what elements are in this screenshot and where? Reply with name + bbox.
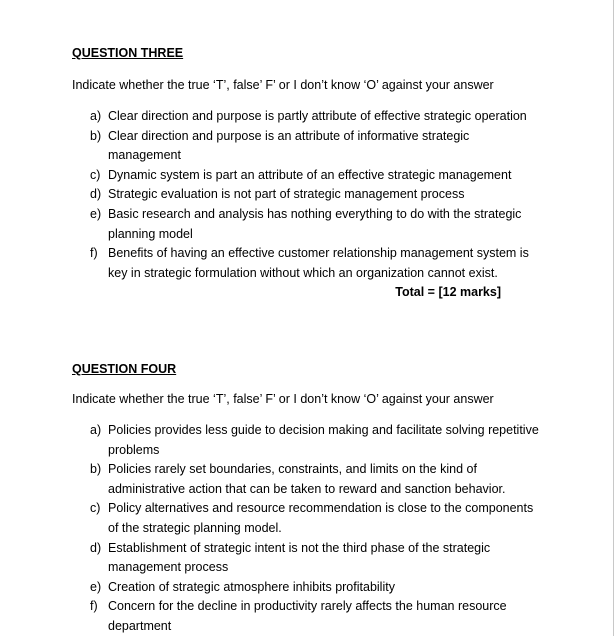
item-text: Policies rarely set boundaries, constraints, and limits on the kind of administrative action that can be taken to reward and sanction behavior. bbox=[108, 462, 506, 496]
item-text: Policy alternatives and resource recommendation is close to the components of the strategic planning model. bbox=[108, 501, 534, 535]
list-item bbox=[72, 244, 540, 283]
question-four-list bbox=[72, 421, 542, 637]
item-marker: e) bbox=[90, 206, 102, 221]
question-three-total: Total = [12 marks] bbox=[395, 285, 501, 300]
list-item bbox=[72, 205, 540, 244]
item-marker: c) bbox=[90, 167, 101, 182]
item-text: Establishment of strategic intent is not the third phase of the strategic management process bbox=[108, 540, 491, 575]
list-item bbox=[72, 460, 540, 499]
list-item bbox=[72, 539, 540, 578]
item-marker: e) bbox=[90, 579, 102, 594]
question-three-instruction: Indicate whether the true ‘T’, false’ F’ or I don’t know ‘O’ against your answer bbox=[72, 78, 494, 92]
list-item bbox=[72, 166, 540, 186]
item-marker: a) bbox=[90, 109, 102, 123]
item-marker: d) bbox=[90, 540, 102, 555]
list-item bbox=[72, 578, 540, 598]
item-marker: b) bbox=[90, 128, 102, 143]
item-text: Benefits of having an effective customer relationship management system is key in strategic formulation without which an organization cannot exist. bbox=[108, 246, 529, 280]
item-marker: f) bbox=[90, 246, 98, 261]
item-marker: a) bbox=[90, 423, 102, 437]
item-text: Basic research and analysis has nothing everything to do with the strategic planning model bbox=[108, 206, 522, 241]
question-four-section bbox=[72, 361, 542, 637]
item-marker: b) bbox=[90, 462, 102, 477]
question-three-title: QUESTION THREE bbox=[72, 46, 184, 60]
list-item bbox=[72, 421, 540, 460]
item-text: Dynamic system is part an attribute of an effective strategic management bbox=[108, 167, 512, 182]
question-three-list bbox=[72, 107, 542, 283]
item-text: Strategic evaluation is not part of strategic management process bbox=[108, 187, 465, 202]
list-item bbox=[72, 107, 540, 127]
list-item bbox=[72, 499, 540, 538]
question-four-instruction: Indicate whether the true ‘T’, false’ F’ or I don’t know ‘O’ against your answer bbox=[72, 392, 494, 406]
item-text: Clear direction and purpose is partly attribute of effective strategic operation bbox=[108, 109, 527, 123]
list-item bbox=[72, 127, 540, 166]
item-text: Clear direction and purpose is an attribute of informative strategic management bbox=[108, 128, 470, 163]
item-marker: f) bbox=[90, 599, 98, 614]
item-marker: c) bbox=[90, 501, 101, 516]
item-text: Creation of strategic atmosphere inhibits profitability bbox=[108, 579, 395, 594]
question-three-section bbox=[72, 45, 542, 301]
question-four-title: QUESTION FOUR bbox=[72, 362, 177, 376]
item-text: Concern for the decline in productivity rarely affects the human resource department bbox=[108, 599, 507, 633]
list-item bbox=[72, 185, 540, 205]
list-item bbox=[72, 597, 540, 636]
item-marker: d) bbox=[90, 187, 102, 202]
item-text: Policies provides less guide to decision making and facilitate solving repetitive problems bbox=[108, 423, 539, 457]
